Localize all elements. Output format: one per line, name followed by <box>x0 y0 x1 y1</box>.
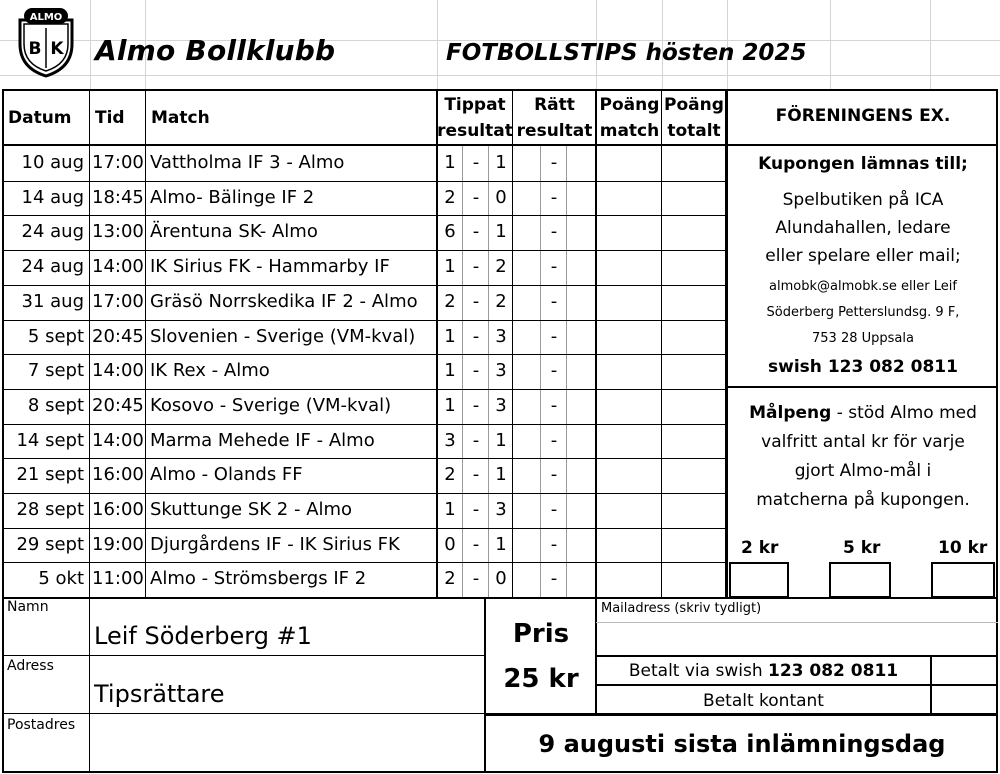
mail-label: Mailadress (skriv tydligt) <box>601 601 762 616</box>
correct-sep: - <box>550 394 558 416</box>
correct-sep: - <box>550 568 558 590</box>
amount-10kr-box[interactable] <box>931 562 995 598</box>
svg-text:ALMO: ALMO <box>29 12 63 23</box>
match-name: Ärentuna SK- Almo <box>150 221 318 243</box>
correct-sep: - <box>550 325 558 347</box>
col-header-points-total-2: totalt <box>667 121 721 141</box>
match-name: Skuttunge SK 2 - Almo <box>150 499 353 520</box>
match-name: Kosovo - Sverige (VM-kval) <box>150 394 392 416</box>
grid-line <box>830 0 831 90</box>
tip-sep: - <box>472 394 480 416</box>
match-time: 16:00 <box>92 499 144 520</box>
amount-2kr-label: 2 kr <box>741 538 779 558</box>
tip-sep: - <box>472 290 480 312</box>
goal-line-3: gjort Almo-mål i <box>794 461 932 481</box>
tip-away: 3 <box>495 394 507 416</box>
col-header-points-match-1: Poäng <box>599 95 660 115</box>
correct-sep: - <box>550 429 558 451</box>
price-value: 25 kr <box>503 664 579 694</box>
goal-line-1 <box>728 403 998 423</box>
svg-text:K: K <box>50 39 64 59</box>
match-date: 31 aug <box>21 290 84 312</box>
tip-away: 0 <box>495 568 507 590</box>
match-date: 24 aug <box>21 221 84 243</box>
col-header-association: FÖRENINGENS EX. <box>775 106 951 126</box>
postal-value[interactable] <box>90 720 482 770</box>
tip-sep: - <box>472 464 480 486</box>
deadline-text: 9 augusti sista inlämningsdag <box>538 730 946 758</box>
col-header-points-match-2: match <box>599 121 660 141</box>
tip-sep: - <box>472 429 480 451</box>
col-header-tipped <box>437 92 513 144</box>
match-time: 14:00 <box>92 429 144 451</box>
match-date: 21 sept <box>16 464 84 486</box>
match-time: 17:00 <box>92 152 144 173</box>
email-line-2: Söderberg Petterslundsg. 9 F, <box>766 305 960 320</box>
goal-bold: Målpeng <box>749 403 832 423</box>
match-time: 13:00 <box>92 221 144 243</box>
match-name: IK Sirius FK - Hammarby IF <box>150 256 390 278</box>
paid-swish-prefix: Betalt via swish <box>628 661 768 681</box>
match-time: 20:45 <box>92 394 144 416</box>
match-time: 11:00 <box>92 568 144 590</box>
submit-heading: Kupongen lämnas till; <box>758 154 968 174</box>
grid-line <box>0 75 1000 76</box>
mail-input[interactable] <box>598 624 996 654</box>
match-time: 20:45 <box>92 325 144 347</box>
match-name: Djurgårdens IF - IK Sirius FK <box>150 533 400 555</box>
tip-away: 3 <box>495 325 507 347</box>
match-name: Gräsö Norrskedika IF 2 - Almo <box>150 290 418 312</box>
tip-away: 2 <box>495 256 507 278</box>
paid-cash-checkbox[interactable] <box>933 687 995 713</box>
match-date: 29 sept <box>16 533 84 555</box>
tip-sep: - <box>472 568 480 590</box>
name-value[interactable]: Leif Söderberg #1 <box>94 622 312 650</box>
match-time: 18:45 <box>92 186 144 208</box>
paid-cash: Betalt kontant <box>703 691 824 711</box>
address-value[interactable]: Tipsrättare <box>94 680 225 708</box>
match-time: 17:00 <box>92 290 144 312</box>
tip-home: 2 <box>444 186 456 208</box>
tip-home: 2 <box>444 290 456 312</box>
form-divider <box>2 655 485 656</box>
match-time: 16:00 <box>92 464 144 486</box>
match-name: Slovenien - Sverige (VM-kval) <box>150 325 416 347</box>
grid-line <box>930 0 931 90</box>
tip-home: 1 <box>444 394 456 416</box>
amount-2kr-box[interactable] <box>729 562 789 598</box>
tip-away: 1 <box>495 533 507 555</box>
grid-line <box>90 0 91 90</box>
col-header-correct <box>513 92 596 144</box>
col-header-date: Datum <box>8 108 72 128</box>
goal-line-4: matcherna på kupongen. <box>756 490 970 510</box>
match-date: 8 sept <box>27 394 84 416</box>
match-date: 5 sept <box>27 325 84 347</box>
tip-sep: - <box>472 533 480 555</box>
correct-sep: - <box>550 290 558 312</box>
col-divider <box>89 89 90 598</box>
match-name: Marma Mehede IF - Almo <box>150 429 375 451</box>
tip-home: 1 <box>444 360 456 382</box>
correct-sep: - <box>550 533 558 555</box>
match-date: 5 okt <box>38 568 84 590</box>
coupon-title: FOTBOLLSTIPS hösten 2025 <box>446 40 807 66</box>
email-line-1: almobk@almobk.se eller Leif <box>769 279 957 294</box>
correct-sep: - <box>550 221 558 243</box>
tip-away: 1 <box>495 429 507 451</box>
tip-home: 2 <box>444 568 456 590</box>
paid-swish <box>597 656 930 686</box>
correct-sep: - <box>550 256 558 278</box>
price-label: Pris <box>512 619 570 649</box>
amount-5kr-label: 5 kr <box>843 538 881 558</box>
tip-away: 2 <box>495 290 507 312</box>
col-header-tipped-2: resultat <box>437 121 513 141</box>
col-header-points-total <box>662 92 726 144</box>
club-name: Almo Bollklubb <box>95 34 336 67</box>
col-header-points-match <box>597 92 662 144</box>
tip-sep: - <box>472 221 480 243</box>
match-date: 7 sept <box>27 360 84 382</box>
col-header-correct-1: Rätt <box>534 95 575 115</box>
col-header-time: Tid <box>95 108 125 128</box>
goal-rest: - stöd Almo med <box>831 403 977 423</box>
match-time: 14:00 <box>92 360 144 382</box>
match-name: Vattholma IF 3 - Almo <box>150 152 345 173</box>
match-date: 14 aug <box>21 186 84 208</box>
address-label: Adress <box>7 658 54 674</box>
goal-line-2: valfritt antal kr för varje <box>761 432 965 452</box>
col-divider <box>595 89 597 598</box>
tip-sep: - <box>472 499 480 520</box>
tip-home: 6 <box>444 221 456 243</box>
name-label: Namn <box>7 599 49 615</box>
correct-sep: - <box>550 464 558 486</box>
tip-home: 1 <box>444 152 456 173</box>
submit-line-2: Alundahallen, ledare <box>775 218 951 238</box>
postal-label: Postadres <box>7 717 76 733</box>
match-time: 19:00 <box>92 533 144 555</box>
tip-sep: - <box>472 152 480 173</box>
form-divider <box>930 655 932 715</box>
tip-home: 1 <box>444 256 456 278</box>
info-divider <box>727 386 998 388</box>
tip-away: 1 <box>495 221 507 243</box>
correct-sep: - <box>550 186 558 208</box>
match-time: 14:00 <box>92 256 144 278</box>
tip-sep: - <box>472 360 480 382</box>
col-header-correct-2: resultat <box>516 121 593 141</box>
submit-line-3: eller spelare eller mail; <box>765 246 961 266</box>
amount-10kr-label: 10 kr <box>938 538 988 558</box>
match-date: 28 sept <box>16 499 84 520</box>
correct-sep: - <box>550 499 558 520</box>
swish-number: swish 123 082 0811 <box>768 357 958 377</box>
match-date: 10 aug <box>21 152 84 173</box>
email-line-3: 753 28 Uppsala <box>812 331 914 346</box>
paid-swish-number: 123 082 0811 <box>768 661 899 681</box>
tip-sep: - <box>472 186 480 208</box>
tip-home: 0 <box>444 533 456 555</box>
col-header-tipped-1: Tippat <box>444 95 506 115</box>
amount-5kr-box[interactable] <box>829 562 891 598</box>
tip-away: 1 <box>495 464 507 486</box>
club-logo-icon <box>16 6 76 78</box>
form-divider <box>596 622 998 623</box>
match-date: 24 aug <box>21 256 84 278</box>
tip-sep: - <box>472 325 480 347</box>
tip-sep: - <box>472 256 480 278</box>
correct-sep: - <box>550 152 558 173</box>
svg-text:B: B <box>28 39 42 59</box>
paid-swish-checkbox[interactable] <box>933 658 995 684</box>
tip-away: 3 <box>495 360 507 382</box>
match-name: Almo - Olands FF <box>150 464 303 486</box>
col-header-points-total-1: Poäng <box>664 95 724 115</box>
correct-sep: - <box>550 360 558 382</box>
match-name: Almo- Bälinge IF 2 <box>150 186 315 208</box>
tip-away: 1 <box>495 152 507 173</box>
col-header-match: Match <box>151 108 210 128</box>
tip-home: 2 <box>444 464 456 486</box>
match-name: Almo - Strömsbergs IF 2 <box>150 568 367 590</box>
match-name: IK Rex - Almo <box>150 360 270 382</box>
match-date: 14 sept <box>16 429 84 451</box>
submit-line-1: Spelbutiken på ICA <box>782 190 944 210</box>
col-divider <box>661 89 662 598</box>
grid-line <box>437 0 438 90</box>
tip-home: 1 <box>444 325 456 347</box>
tip-away: 0 <box>495 186 507 208</box>
tip-home: 3 <box>444 429 456 451</box>
tip-home: 1 <box>444 499 456 520</box>
tip-away: 3 <box>495 499 507 520</box>
